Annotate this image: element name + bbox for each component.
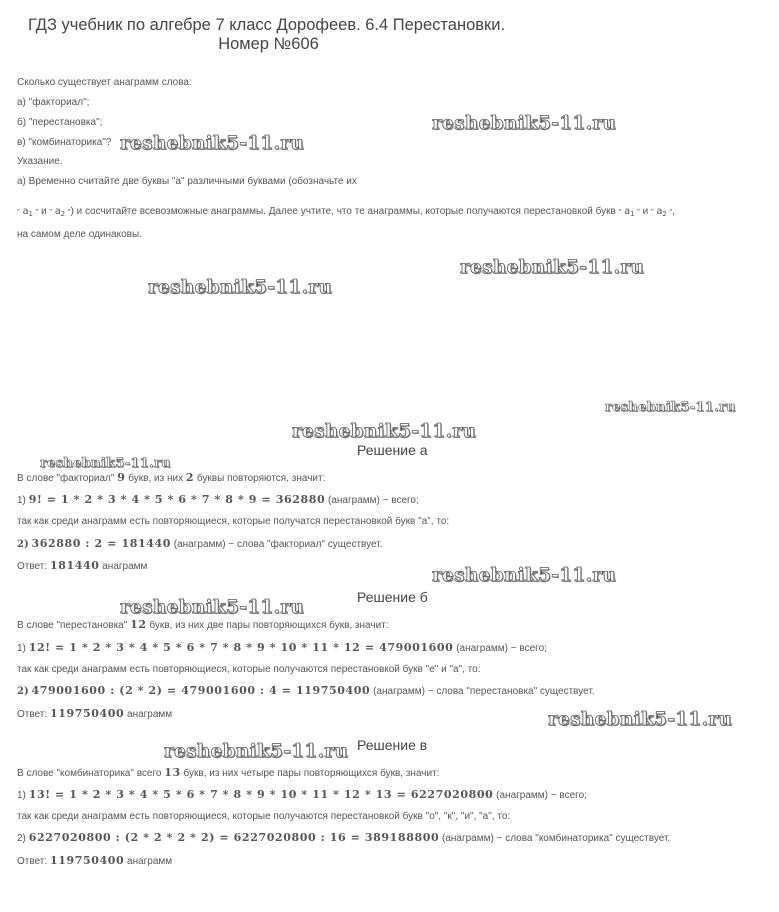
solution-c-line1 xyxy=(17,767,439,780)
text: (анаграмм) − всего; xyxy=(328,495,419,506)
watermark: reshebnik5-11.ru xyxy=(40,456,171,471)
text: (анаграмм) − слова "перестановка" существует. xyxy=(373,686,595,697)
task-item-c: в) "комбинаторика"? xyxy=(17,137,112,148)
quote: " xyxy=(618,207,622,216)
text: В слове "перестановка" xyxy=(17,620,128,631)
page-title-line1: ГДЗ учебник по алгебре 7 класс Дорофеев. 6.4 Перестановки. xyxy=(27,16,506,34)
step-number: 2) xyxy=(17,539,29,550)
math-sub: 1 xyxy=(630,210,635,218)
solution-a-line4 xyxy=(17,538,382,551)
and-word: и xyxy=(642,206,649,217)
quote: " xyxy=(17,207,20,216)
hint-line2 xyxy=(17,206,675,220)
watermark: reshebnik5-11.ru xyxy=(548,709,733,730)
quote: " xyxy=(49,207,52,216)
watermark: reshebnik5-11.ru xyxy=(432,113,617,134)
step-number: 1) xyxy=(17,643,26,654)
answer-unit: анаграмм xyxy=(127,709,173,720)
number: 12 xyxy=(130,618,147,631)
step-number: 2) xyxy=(17,833,26,844)
task-item-a: а) "факториал"; xyxy=(17,97,90,108)
quote: " xyxy=(637,207,640,216)
text: букв, из них четыре пары повторяющихся букв, значит: xyxy=(183,768,440,779)
solution-a-line2 xyxy=(17,494,419,507)
text: В слове "факториал" xyxy=(17,473,115,484)
watermark: reshebnik5-11.ru xyxy=(460,257,645,278)
math-sub: 2 xyxy=(662,210,667,218)
watermark: reshebnik5-11.ru xyxy=(120,597,305,618)
math-var: a xyxy=(656,206,663,217)
answer-label: Ответ: xyxy=(17,709,48,720)
solution-b-line4 xyxy=(17,685,595,698)
math-expression: 12! = 1 * 2 * 3 * 4 * 5 * 6 * 7 * 8 * 9 * 10 * 11 * 12 = 479001600 xyxy=(28,641,454,654)
solution-c-line2 xyxy=(17,789,587,802)
step-number: 1) xyxy=(17,790,26,801)
math-expression: 13! = 1 * 2 * 3 * 4 * 5 * 6 * 7 * 8 * 9 * 10 * 11 * 12 * 13 = 6227020800 xyxy=(28,788,494,801)
hint-mid: ) и сосчитайте всевозможные анаграммы. Далее учтите, что те анаграммы, которые получаются перестановкой букв xyxy=(70,206,616,217)
solution-c-line3: так как среди анаграмм есть повторяющиеся, которые получаются перестановкой букв "о", "к", "и", "а", то: xyxy=(17,811,511,822)
number: 2 xyxy=(185,471,195,484)
hint-line1: а) Временно считайте две буквы "а" различными буквами (обозначьте их xyxy=(17,176,357,187)
answer-label: Ответ: xyxy=(17,856,48,867)
task-question: Сколько существует анаграмм слова: xyxy=(17,77,192,88)
math-expression: 362880 : 2 = 181440 xyxy=(31,537,171,550)
watermark: reshebnik5-11.ru xyxy=(292,421,477,442)
solution-a-answer xyxy=(17,560,147,573)
solution-a-line1 xyxy=(17,472,325,485)
answer-value: 119750400 xyxy=(49,707,125,720)
math-sub: 2 xyxy=(60,210,66,218)
watermark: reshebnik5-11.ru xyxy=(605,400,736,415)
page-title-line2: Номер №606 xyxy=(218,35,319,53)
hint-line3: на самом деле одинаковы. xyxy=(17,229,142,240)
math-sub: 1 xyxy=(28,210,33,218)
solution-b-line1 xyxy=(17,619,389,632)
answer-value: 181440 xyxy=(49,559,100,572)
text: букв, из них две пары повторяющихся букв, значит: xyxy=(149,620,389,631)
math-var: a xyxy=(54,206,61,217)
watermark: reshebnik5-11.ru xyxy=(164,741,349,762)
text: (анаграмм) − слова "комбинаторика" существует. xyxy=(442,833,671,844)
answer-unit: анаграмм xyxy=(127,856,173,867)
quote: " xyxy=(669,207,673,216)
solution-c-heading: Решение в xyxy=(357,737,428,753)
quote: " xyxy=(650,207,654,216)
solution-c-line4 xyxy=(17,832,670,845)
step-number: 2) xyxy=(17,686,29,697)
answer-unit: анаграмм xyxy=(102,561,148,572)
text: В слове "комбинаторика" всего xyxy=(17,768,162,779)
hint-label: Указание. xyxy=(17,156,63,167)
solution-a-line3: так как среди анаграмм есть повторяющиеся, которые получатся перестановкой букв "а", то: xyxy=(17,516,450,527)
math-expression: 479001600 : (2 * 2) = 479001600 : 4 = 119750400 xyxy=(31,684,371,697)
text: (анаграмм) − слова "факториал" существует. xyxy=(173,539,383,550)
number: 13 xyxy=(164,766,181,779)
watermark: reshebnik5-11.ru xyxy=(148,277,333,298)
text: буквы повторяются, значит: xyxy=(196,473,326,484)
math-var: a xyxy=(22,206,29,217)
solution-c-answer xyxy=(17,855,172,868)
solution-b-answer xyxy=(17,708,172,721)
task-item-b: б) "перестановка"; xyxy=(17,117,103,128)
math-var: a xyxy=(624,206,631,217)
text: (анаграмм) − всего; xyxy=(456,643,547,654)
text: букв, из них xyxy=(128,473,184,484)
math-expression: 6227020800 : (2 * 2 * 2 * 2) = 6227020800 : 16 = 389188800 xyxy=(28,831,440,844)
and-word: и xyxy=(40,206,47,217)
quote: " xyxy=(67,207,71,216)
quote: " xyxy=(35,207,39,216)
solution-b-line2 xyxy=(17,642,547,655)
solution-a-heading: Решение а xyxy=(357,442,428,458)
math-expression: 9! = 1 * 2 * 3 * 4 * 5 * 6 * 7 * 8 * 9 = 362880 xyxy=(28,493,326,506)
number: 9 xyxy=(117,471,126,484)
page-title xyxy=(0,16,533,54)
solution-b-line3: так как среди анаграмм есть повторяющиеся, которые получаются перестановкой букв "е" и "а", то: xyxy=(17,664,481,675)
step-number: 1) xyxy=(17,495,26,506)
watermark: reshebnik5-11.ru xyxy=(432,565,617,586)
answer-value: 119750400 xyxy=(49,854,125,867)
solution-b-heading: Решение б xyxy=(357,589,428,605)
hint-end: , xyxy=(672,206,675,217)
answer-label: Ответ: xyxy=(17,561,48,572)
text: (анаграмм) − всего; xyxy=(496,790,587,801)
watermark: reshebnik5-11.ru xyxy=(120,133,305,154)
